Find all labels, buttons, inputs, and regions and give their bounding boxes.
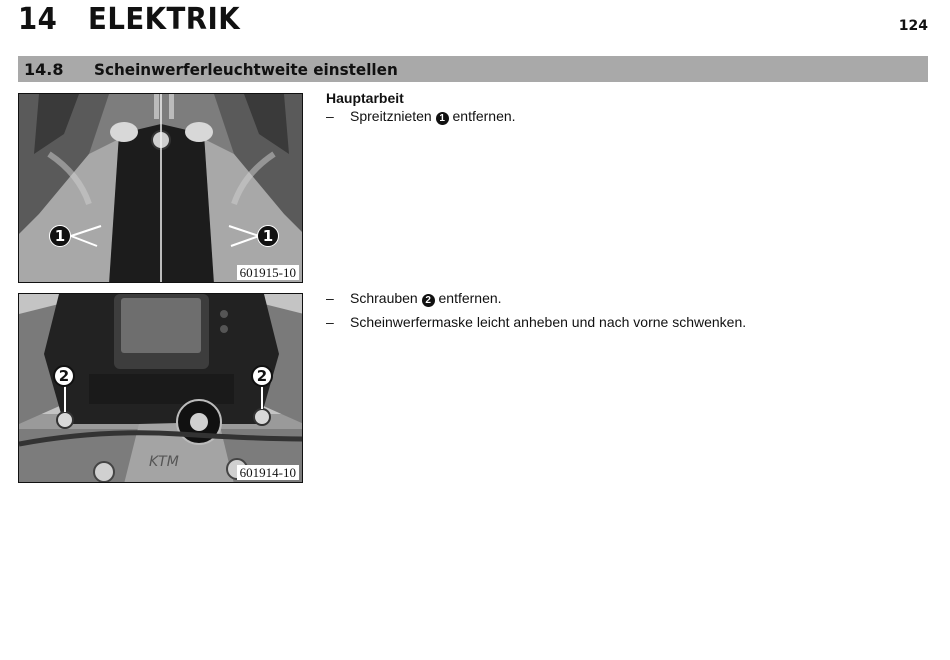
page-number: 124 [898,18,928,34]
step-text-before: Schrauben [350,290,422,306]
chapter-title: ELEKTRIK [88,2,241,37]
ref-marker-2: 2 [422,294,435,307]
ref-marker-1: 1 [436,112,449,125]
figure-code: 601914-10 [237,465,299,480]
photo-headlight-mask-rivets [19,94,303,283]
callout-1-right: 1 [257,225,279,247]
section-header [18,56,928,82]
figure-code: 601915-10 [237,265,299,280]
chapter-number: 14 [18,2,58,37]
step-dash: – [326,290,334,306]
callout-2-left: 2 [53,365,75,387]
step-text-after: entfernen. [448,108,516,124]
step-list-1 [326,104,516,128]
step-dash: – [326,314,334,330]
step-remove-rivets [326,104,516,128]
step-remove-screws [326,286,746,310]
step-text-after: entfernen. [434,290,502,306]
figure-spreizniet-photo [18,93,303,283]
callout-2-right: 2 [251,365,273,387]
step-dash: – [326,108,334,124]
step-list-2 [326,286,746,334]
figure-schrauben-photo [18,293,303,483]
step-text: Scheinwerfermaske leicht anheben und nach vorne schwenken. [350,314,747,330]
photo-headlight-mask-screws [19,294,303,483]
main-work-heading: Hauptarbeit [326,90,404,106]
step-lift-mask [326,310,746,334]
section-number: 14.8 [24,60,64,79]
section-title: Scheinwerferleuchtweite einstellen [94,60,398,79]
callout-1-left: 1 [49,225,71,247]
step-text-before: Spreitznieten [350,108,436,124]
svg-text:KTM: KTM [149,454,179,470]
